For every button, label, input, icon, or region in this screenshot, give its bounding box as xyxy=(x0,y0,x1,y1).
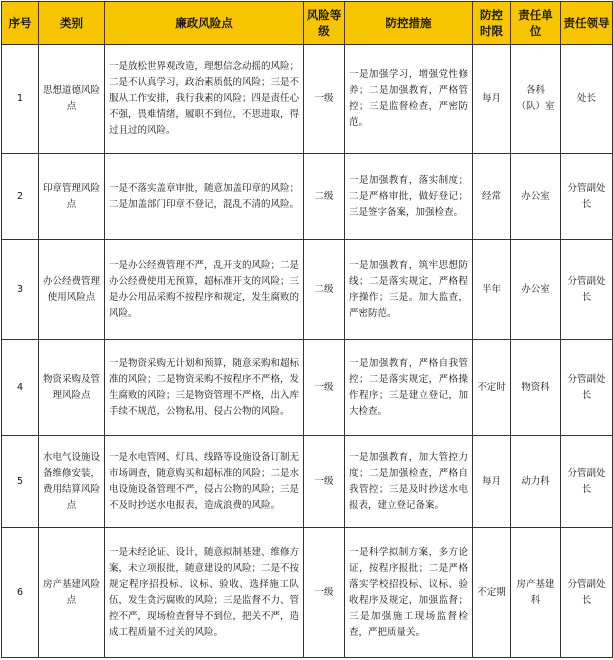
header-risk: 廉政风险点 xyxy=(105,2,304,45)
header-seq: 序号 xyxy=(2,2,39,45)
cell-level: 二级 xyxy=(304,154,345,240)
cell-unit: 物资科 xyxy=(511,340,561,436)
cell-unit: 办公室 xyxy=(511,240,561,340)
cell-deadline: 不定时 xyxy=(473,340,511,436)
header-row xyxy=(2,2,613,45)
cell-measures: 一是加强教育，严格自我管控；二是落实规定，严格操作程序；三是建立登记，加大检查。 xyxy=(345,340,473,436)
cell-leader: 分管副处长 xyxy=(561,436,613,528)
cell-deadline: 每月 xyxy=(473,436,511,528)
cell-leader: 处长 xyxy=(561,45,613,154)
cell-unit: 各科（队）室 xyxy=(511,45,561,154)
cell-category: 水电气设施设备维修安装，费用结算风险点 xyxy=(39,436,105,528)
cell-measures: 一是加强教育，加大管控力度；二是加强检查，严格自我管控；三是及时抄送水电报表，建立登记备案。 xyxy=(345,436,473,528)
cell-risk: 一是物资采购无计划和预算，随意采购和超标准的风险；二是物资采购不按程序不严格，发生腐败的风险；三是物资管理不严格，出入库手续不规范，公物私用、侵占公物的风险。 xyxy=(105,340,304,436)
risk-table xyxy=(1,1,613,658)
cell-deadline: 每月 xyxy=(473,45,511,154)
cell-category: 办公经费管理使用风险点 xyxy=(39,240,105,340)
cell-level: 一级 xyxy=(304,340,345,436)
header-category: 类别 xyxy=(39,2,105,45)
table-row xyxy=(2,340,613,436)
cell-seq: 4 xyxy=(2,340,39,436)
cell-unit: 动力科 xyxy=(511,436,561,528)
cell-level: 一级 xyxy=(304,528,345,658)
cell-measures: 一是加强教育，落实制度；二是严格审批，做好登记；三是签字备案，加强检查。 xyxy=(345,154,473,240)
cell-leader: 分管副处长 xyxy=(561,340,613,436)
cell-category: 思想道德风险点 xyxy=(39,45,105,154)
cell-seq: 3 xyxy=(2,240,39,340)
cell-risk: 一是不落实盖章审批，随意加盖印章的风险；二是加盖部门印章不登记，混乱不清的风险。 xyxy=(105,154,304,240)
cell-seq: 6 xyxy=(2,528,39,658)
header-level: 风险等级 xyxy=(304,2,345,45)
cell-category: 房产基建风险点 xyxy=(39,528,105,658)
cell-deadline: 半年 xyxy=(473,240,511,340)
cell-unit: 办公室 xyxy=(511,154,561,240)
cell-deadline: 经常 xyxy=(473,154,511,240)
cell-unit: 房产基建科 xyxy=(511,528,561,658)
cell-seq: 2 xyxy=(2,154,39,240)
cell-level: 一级 xyxy=(304,436,345,528)
cell-seq: 1 xyxy=(2,45,39,154)
cell-measures: 一是加强学习，增强党性修养；二是加强教育，严格管控；三是监督检查，严密防范。 xyxy=(345,45,473,154)
cell-category: 物资采购及管理风险点 xyxy=(39,340,105,436)
cell-deadline: 不定期 xyxy=(473,528,511,658)
cell-leader: 分管副处长 xyxy=(561,240,613,340)
table-row xyxy=(2,154,613,240)
cell-leader: 分管副处长 xyxy=(561,528,613,658)
table-row xyxy=(2,45,613,154)
header-unit: 责任单位 xyxy=(511,2,561,45)
cell-risk: 一是放松世界观改造，理想信念动摇的风险；二是不认真学习，政治素质低的风险；三是不服从工作安排，我行我素的风险；四是责任心不强，畏难情绪，履职不到位，不思进取，得过且过的风险。 xyxy=(105,45,304,154)
cell-measures: 一是加强教育，筑牢思想防线；二是落实规定，严格程序操作；三是。加大监查，严密防范。 xyxy=(345,240,473,340)
table-row xyxy=(2,528,613,658)
cell-level: 一级 xyxy=(304,45,345,154)
header-deadline: 防控时限 xyxy=(473,2,511,45)
header-measures: 防控措施 xyxy=(345,2,473,45)
cell-risk: 一是办公经费管理不严，乱开支的风险；二是办公经费使用无预算，超标准开支的风险；三是办公用品采购不按程序和规定，发生腐败的风险。 xyxy=(105,240,304,340)
cell-risk: 一是水电管网、灯具、线路等设施设备订制无市场调查，随意购买和超标准的风险；二是水电设施设备管理不严，侵占公物的风险；三是不及时抄送水电报表，造成浪费的风险。 xyxy=(105,436,304,528)
cell-seq: 5 xyxy=(2,436,39,528)
cell-measures: 一是科学拟制方案，多方论证，按程序报批；二是严格落实学校招投标、议标、验收程序及规定，加强监督；三是加强施工现场监督检查，严把质量关。 xyxy=(345,528,473,658)
cell-risk: 一是未经论证、设计，随意拟制基建、维修方案，未立项报批，随意建设的风险；二是不按规定程序招投标、议标、验收、选择施工队伍，发生贪污腐败的风险；三是监督不力、管控不严，现场检查督导不到位，把关不严，造成工程质量不过关的风险。 xyxy=(105,528,304,658)
table-row xyxy=(2,240,613,340)
cell-level: 二级 xyxy=(304,240,345,340)
header-leader: 责任领导 xyxy=(561,2,613,45)
cell-leader: 分管副处长 xyxy=(561,154,613,240)
cell-category: 印章管理风险点 xyxy=(39,154,105,240)
table-row xyxy=(2,436,613,528)
